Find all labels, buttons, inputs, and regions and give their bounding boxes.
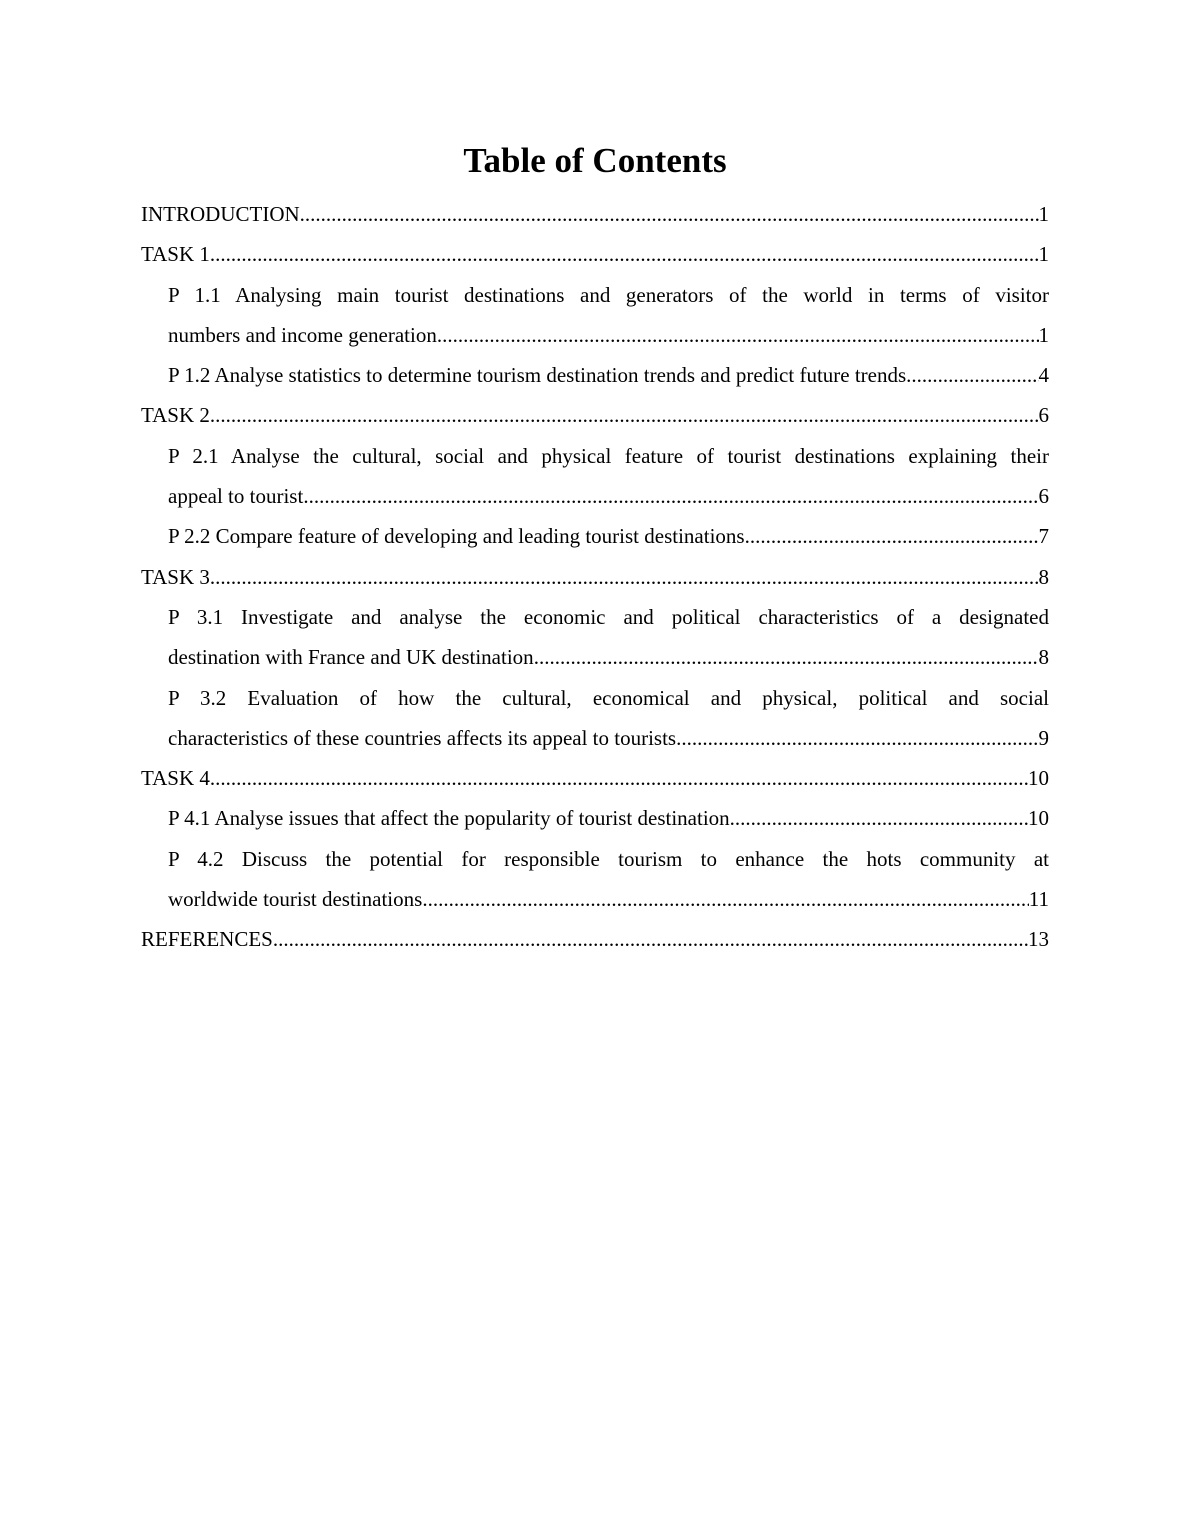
- toc-entry-link[interactable]: [168, 798, 1049, 838]
- toc-entry-text: appeal to tourist: [168, 484, 304, 509]
- toc-entry-link[interactable]: [141, 919, 1049, 959]
- toc-entry-leader-line: [141, 919, 1049, 959]
- toc-entry-link[interactable]: [168, 678, 1049, 759]
- toc-page-number: 6: [1038, 484, 1049, 509]
- toc-list: [141, 194, 1049, 960]
- toc-page-number: 1: [1038, 202, 1049, 226]
- toc-page-number: 1: [1038, 322, 1049, 347]
- toc-entry-link[interactable]: [141, 234, 1049, 274]
- toc-entry-leader-line: [141, 758, 1049, 798]
- toc-entry-text: P 1.2 Analyse statistics to determine tourism destination trends and predict future trends: [168, 363, 907, 388]
- toc-entry-leader-line: [168, 798, 1049, 838]
- toc-page-number: 13: [1028, 927, 1049, 952]
- toc-entry-text: TASK 3: [141, 564, 210, 589]
- toc-entry-leader-line: [168, 637, 1049, 677]
- toc-page-number: 7: [1038, 524, 1049, 549]
- toc-entry-leader-line: [168, 355, 1049, 395]
- toc-page-number: 10: [1028, 806, 1049, 831]
- toc-entry-text-line: P 3.2 Evaluation of how the cultural, economical and physical, political and social: [168, 685, 1049, 710]
- toc-page-number: 10: [1028, 766, 1049, 791]
- dot-leader: [273, 919, 1028, 959]
- toc-entry: [141, 234, 1049, 274]
- dot-leader: [210, 758, 1028, 798]
- dot-leader: [210, 557, 1039, 597]
- toc-entry-text: TASK 4: [141, 766, 210, 791]
- dot-leader: [300, 194, 1039, 234]
- toc-entry: [141, 839, 1049, 920]
- dot-leader: [906, 355, 1038, 395]
- toc-entry: [141, 798, 1049, 838]
- dot-leader: [210, 234, 1039, 274]
- toc-entry-text: numbers and income generation: [168, 322, 437, 347]
- toc-entry-link[interactable]: [168, 355, 1049, 395]
- toc-entry: [141, 557, 1049, 597]
- toc-entry: [141, 355, 1049, 395]
- toc-entry: [141, 436, 1049, 517]
- toc-entry: [141, 678, 1049, 759]
- toc-entry-text-line: P 2.1 Analyse the cultural, social and physical feature of tourist destinations explaining their: [168, 443, 1049, 468]
- toc-title: Table of Contents: [463, 141, 727, 180]
- dot-leader: [422, 879, 1028, 919]
- toc-entry-link[interactable]: [168, 436, 1049, 517]
- toc-entry-link[interactable]: [141, 395, 1049, 435]
- toc-entry-link[interactable]: [168, 516, 1049, 556]
- toc-entry-text-line: P 3.1 Investigate and analyse the economic and political characteristics of a designated: [168, 604, 1049, 629]
- toc-entry: [141, 194, 1049, 234]
- toc-entry-text: P 4.1 Analyse issues that affect the popularity of tourist destination: [168, 806, 730, 831]
- toc-entry: [141, 395, 1049, 435]
- toc-entry-text: characteristics of these countries affects its appeal to tourists: [168, 725, 677, 750]
- dot-leader: [303, 476, 1038, 516]
- toc-entry-text: REFERENCES: [141, 927, 273, 952]
- toc-entry-text: destination with France and UK destination: [168, 645, 534, 670]
- toc-entry-text-line: P 4.2 Discuss the potential for responsible tourism to enhance the hots community at: [168, 846, 1049, 871]
- toc-page-number: 9: [1038, 725, 1049, 750]
- toc-entry-text: P 2.2 Compare feature of developing and leading tourist destinations: [168, 524, 745, 549]
- toc-entry-text: worldwide tourist destinations: [168, 887, 423, 912]
- dot-leader: [745, 516, 1039, 556]
- dot-leader: [730, 798, 1028, 838]
- toc-page-number: 8: [1038, 564, 1049, 589]
- toc-entry-leader-line: [168, 879, 1049, 919]
- toc-entry-leader-line: [141, 395, 1049, 435]
- dot-leader: [210, 395, 1039, 435]
- toc-entry-text: TASK 2: [141, 403, 210, 428]
- toc-entry: [141, 597, 1049, 678]
- toc-entry-leader-line: [168, 516, 1049, 556]
- toc-entry: [141, 919, 1049, 959]
- toc-entry-link[interactable]: [141, 758, 1049, 798]
- toc-entry-leader-line: [141, 194, 1049, 234]
- toc-page-number: 11: [1028, 887, 1049, 912]
- toc-entry-link[interactable]: [141, 557, 1049, 597]
- toc-entry-text-line: P 1.1 Analysing main tourist destinations and generators of the world in terms of visitor: [168, 282, 1049, 307]
- toc-entry-leader-line: [168, 315, 1049, 355]
- toc-entry-leader-line: [141, 557, 1049, 597]
- toc-entry: [141, 758, 1049, 798]
- toc-entry-leader-line: [168, 476, 1049, 516]
- toc-entry: [141, 516, 1049, 556]
- toc-entry-link[interactable]: [141, 194, 1049, 234]
- toc-entry: [141, 275, 1049, 356]
- toc-entry-text: TASK 1: [141, 242, 210, 267]
- toc-entry-link[interactable]: [168, 839, 1049, 920]
- toc-page-number: 6: [1038, 403, 1049, 428]
- toc-entry-link[interactable]: [168, 597, 1049, 678]
- toc-entry-leader-line: [168, 718, 1049, 758]
- toc-entry-leader-line: [141, 234, 1049, 274]
- toc-page-number: 4: [1038, 363, 1049, 388]
- toc-page-number: 8: [1038, 645, 1049, 670]
- dot-leader: [437, 315, 1039, 355]
- toc-page-number: 1: [1038, 242, 1049, 267]
- toc-entry-text: INTRODUCTION: [141, 202, 300, 226]
- dot-leader: [676, 718, 1038, 758]
- dot-leader: [534, 637, 1039, 677]
- toc-entry-link[interactable]: [168, 275, 1049, 356]
